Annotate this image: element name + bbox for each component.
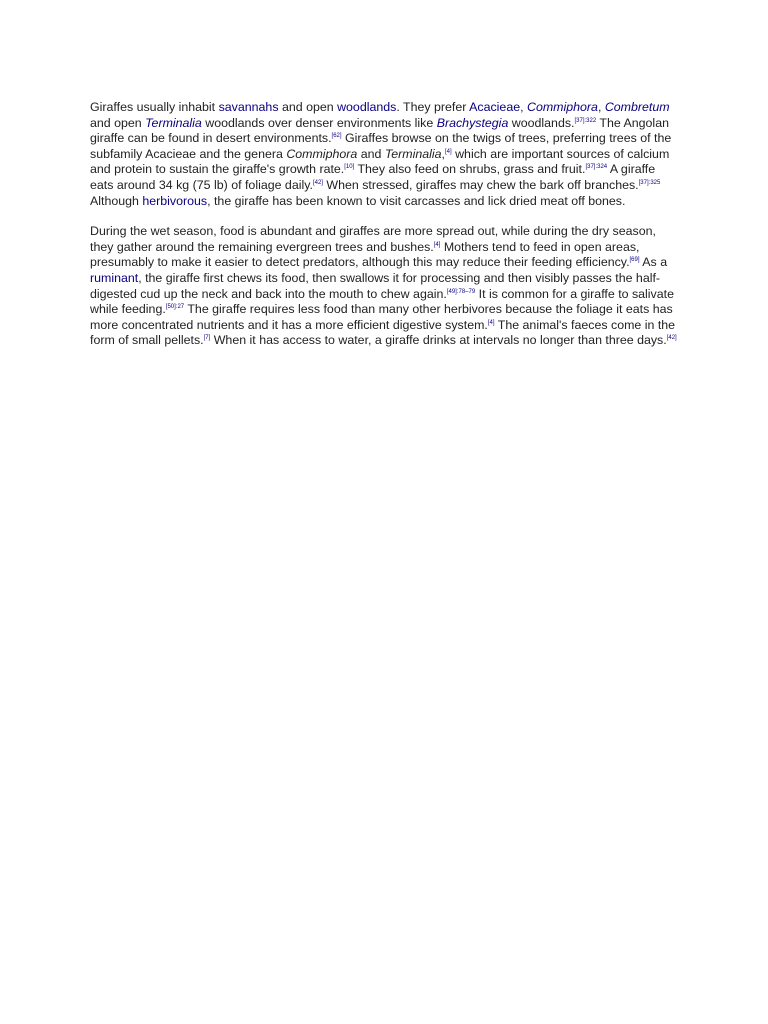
citation-ref[interactable]: [37]:322: [574, 117, 597, 124]
citation-ref[interactable]: [4]: [433, 241, 441, 248]
citation-ref[interactable]: [50]:27: [165, 304, 185, 311]
paragraph-feeding-behavior: During the wet season, food is abundant and giraffes are more spread out, while during the dry season, they gather around the remaining evergreen trees and bushes.[4] Mothers tend to feed in open areas, presumably to make it easier to detect predators, although this may reduce their feeding efficiency.[69] As a ruminant, the giraffe first chews its food, then swallows it for processing and then visibly passes the half-digested cud up the neck and back into the mouth to chew again.$^{[49]:78-79}$ It is common for a giraffe to salivate while feeding.$^{[50]:27}$ The giraffe requires less food than many other herbivores because the foliage it eats has more concentrated nutrients and it has a more efficient digestive system.[4] The animal's faeces come in the form of small pellets.[7] When it has access to water, a giraffe drinks at intervals no longer than three days.[42]: [90, 224, 677, 348]
link-woodlands[interactable]: woodlands: [337, 100, 397, 114]
link-commiphora[interactable]: Commiphora: [527, 100, 598, 114]
citation-ref[interactable]: [37]:325: [638, 179, 661, 186]
genus-terminalia: Terminalia: [384, 146, 442, 161]
citation-ref[interactable]: [10]: [344, 164, 355, 171]
article-body: [90, 100, 680, 364]
citation-ref[interactable]: [4]: [444, 148, 452, 155]
citation-ref[interactable]: [42]: [312, 179, 323, 186]
citation-ref[interactable]: [69]: [629, 257, 640, 264]
link-acacieae[interactable]: Acacieae: [469, 100, 521, 114]
citation-ref[interactable]: [42]: [666, 335, 677, 342]
citation-ref[interactable]: [4]: [487, 319, 495, 326]
link-brachystegia[interactable]: Brachystegia: [436, 115, 509, 130]
citation-ref[interactable]: [7]: [203, 335, 211, 342]
link-ruminant[interactable]: ruminant: [90, 270, 139, 285]
genus-commiphora: Commiphora: [286, 146, 358, 161]
link-herbivorous[interactable]: herbivorous: [142, 193, 208, 208]
link-terminalia[interactable]: Terminalia: [145, 115, 202, 130]
citation-ref[interactable]: [62]: [331, 133, 342, 140]
citation-ref[interactable]: [49]:78–79: [446, 288, 476, 295]
paragraph-diet-habitat: Giraffes usually inhabit savannahs and open woodlands. They prefer Acacieae, Commiphora, Combretum and open Terminalia woodlands over denser environments like Brachystegia woodlands.$^{[37]:322}$ The Angolan giraffe can be found in desert environments.[62] Giraffes browse on the twigs of trees, preferring trees of the subfamily Acacieae and the genera Commiphora and Terminalia,[4] which are important sources of calcium and protein to sustain the giraffe's growth rate.[10] They also feed on shrubs, grass and fruit.$^{[37]:324}$ A giraffe eats around 34 kg (75 lb) of foliage daily.[42] When stressed, giraffes may chew the bark off branches.$^{[37]:325}$ Although herbivorous, the giraffe has been known to visit carcasses and lick dried meat off bones.: [90, 100, 672, 208]
citation-ref[interactable]: [37]:324: [585, 164, 608, 171]
link-savannahs[interactable]: savannahs: [218, 100, 279, 114]
link-combretum[interactable]: Combretum: [604, 100, 670, 114]
